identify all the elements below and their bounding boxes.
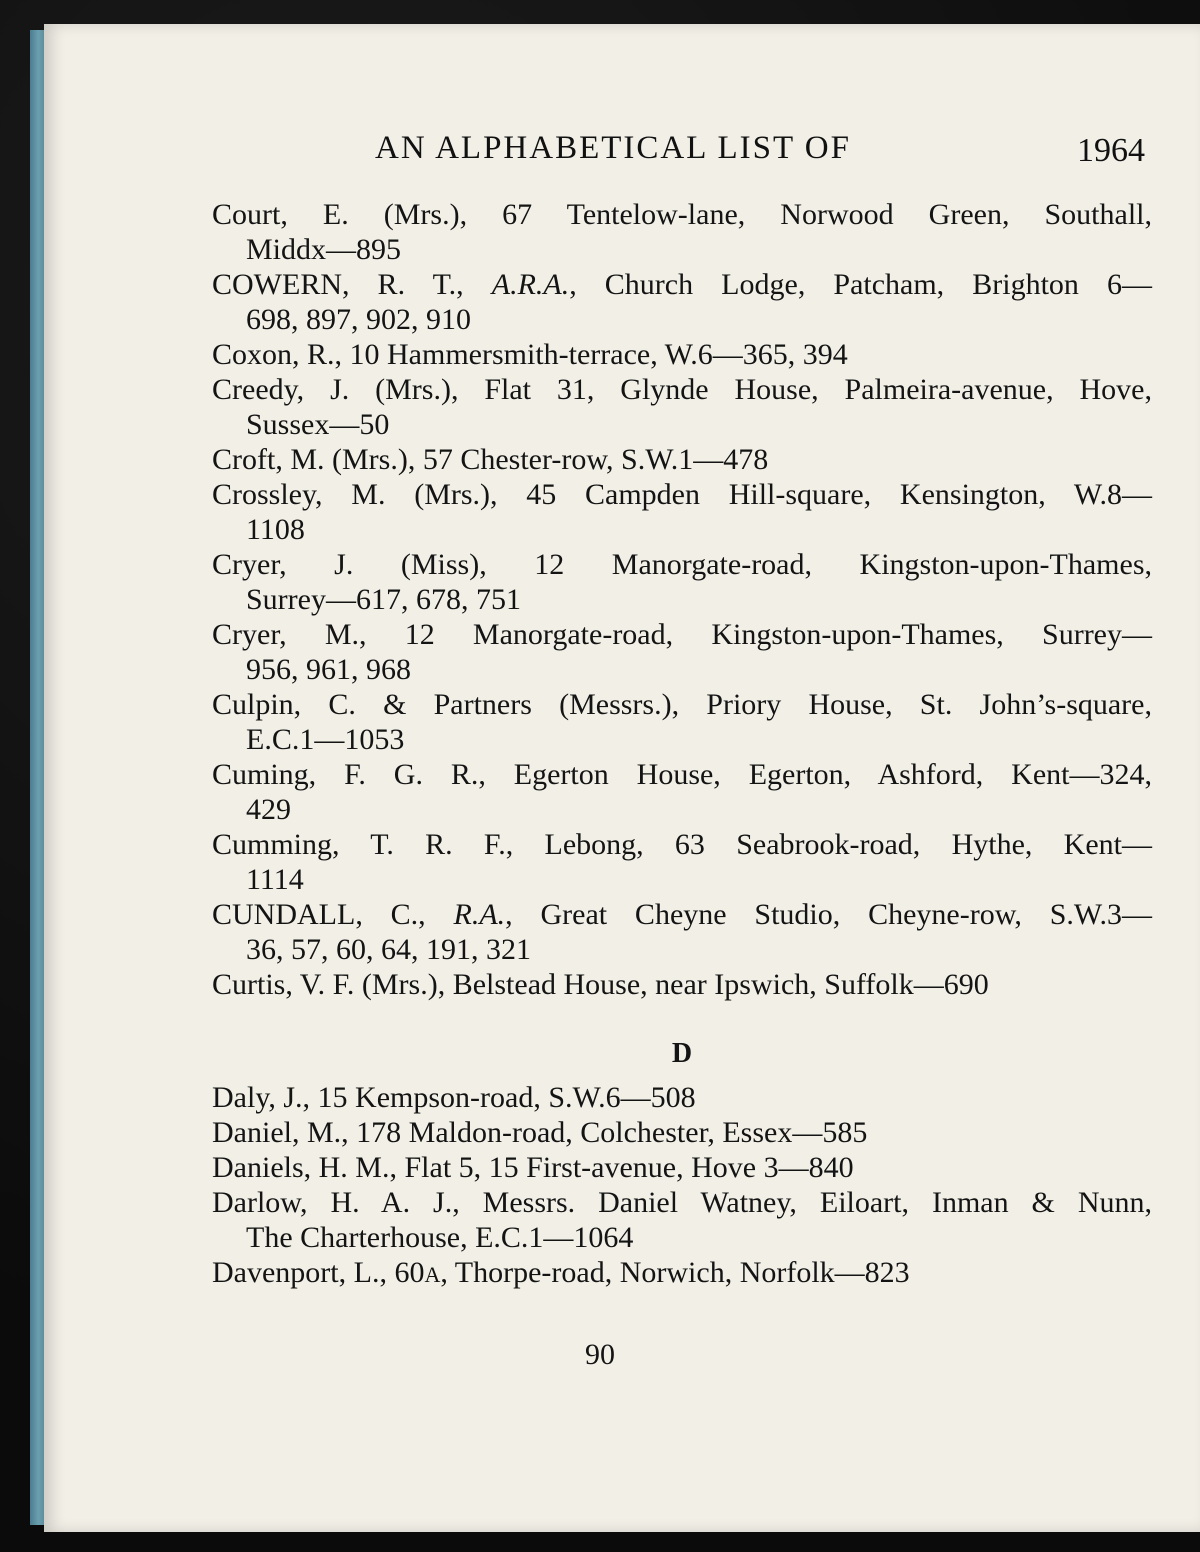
entry-line2: The Charterhouse, E.C.1—1064	[246, 1221, 634, 1254]
entry-line1: Coxon, R., 10 Hammersmith-terrace, W.6—365, 394	[212, 338, 848, 371]
list-item	[212, 757, 1152, 827]
entry-line2: E.C.1—1053	[246, 723, 405, 756]
list-item	[212, 442, 1152, 477]
list-item	[212, 1080, 1152, 1115]
entry-line1: Court, E. (Mrs.), 67 Tentelow-lane, Norwood Green, Southall,	[212, 198, 1152, 231]
list-item	[212, 687, 1152, 757]
entry-line1: Creedy, J. (Mrs.), Flat 31, Glynde House, Palmeira-avenue, Hove,	[212, 373, 1152, 406]
entry-line2: 956, 961, 968	[246, 653, 411, 686]
page-number: 90	[585, 1338, 615, 1371]
entry-list	[212, 197, 1152, 1292]
entry-line2: 1108	[246, 513, 305, 546]
list-item	[212, 547, 1152, 617]
entry-address: , Church Lodge, Patcham, Brighton 6—	[569, 268, 1152, 301]
entry-address: , Thorpe-road, Norwich, Norfolk—823	[440, 1256, 910, 1289]
list-item	[212, 617, 1152, 687]
entry-line2: Surrey—617, 678, 751	[246, 583, 521, 616]
list-item	[212, 897, 1152, 967]
running-header	[330, 126, 1145, 172]
entry-line1: Crossley, M. (Mrs.), 45 Campden Hill-square, Kensington, W.8—	[212, 478, 1152, 511]
entry-line2: 36, 57, 60, 64, 191, 321	[246, 933, 531, 966]
list-item	[212, 1150, 1152, 1185]
entry-line2: 429	[246, 793, 291, 826]
list-item	[212, 477, 1152, 547]
list-item	[212, 197, 1152, 267]
list-item	[212, 1185, 1152, 1255]
entry-name: COWERN, R. T.,	[212, 268, 492, 301]
entry-line1: Cumming, T. R. F., Lebong, 63 Seabrook-road, Hythe, Kent—	[212, 828, 1152, 861]
entry-line1	[212, 1255, 1152, 1292]
book-spine-edge	[30, 30, 44, 1525]
entry-line1: Croft, M. (Mrs.), 57 Chester-row, S.W.1—478	[212, 443, 769, 476]
entry-line2: 1114	[246, 863, 304, 896]
section-letter: D	[671, 1038, 693, 1069]
list-item	[212, 967, 1152, 1002]
entry-line1: Darlow, H. A. J., Messrs. Daniel Watney, Eiloart, Inman & Nunn,	[212, 1186, 1152, 1219]
entry-smallcap: A	[424, 1262, 441, 1287]
list-item	[212, 827, 1152, 897]
entry-line1: Daniels, H. M., Flat 5, 15 First-avenue, Hove 3—840	[212, 1151, 854, 1184]
entry-line1	[212, 897, 1152, 932]
entry-line2: Middx—895	[246, 233, 402, 266]
entry-name: CUNDALL, C.,	[212, 898, 454, 931]
entry-line1: Cuming, F. G. R., Egerton House, Egerton, Ashford, Kent—324,	[212, 758, 1152, 791]
list-item	[212, 337, 1152, 372]
entry-line1	[212, 267, 1152, 302]
entry-line1: Cryer, J. (Miss), 12 Manorgate-road, Kingston-upon-Thames,	[212, 548, 1152, 581]
header-title: AN ALPHABETICAL LIST OF	[375, 130, 851, 166]
entry-line1: Curtis, V. F. (Mrs.), Belstead House, near Ipswich, Suffolk—690	[212, 968, 989, 1001]
list-item	[212, 1255, 1152, 1292]
entry-line1: Culpin, C. & Partners (Messrs.), Priory House, St. John’s-square,	[212, 688, 1152, 721]
list-item	[212, 372, 1152, 442]
list-item	[212, 1115, 1152, 1150]
entry-honours: A.R.A.	[491, 268, 570, 301]
entry-line2: Sussex—50	[246, 408, 390, 441]
entry-name: Davenport, L., 60	[212, 1256, 425, 1289]
list-item	[212, 267, 1152, 337]
header-year: 1964	[1077, 132, 1145, 169]
entry-line1: Daniel, M., 178 Maldon-road, Colchester, Essex—585	[212, 1116, 868, 1149]
entry-line2: 698, 897, 902, 910	[246, 303, 471, 336]
entry-line1: Cryer, M., 12 Manorgate-road, Kingston-upon-Thames, Surrey—	[212, 618, 1152, 651]
entry-honours: R.A.	[453, 898, 506, 931]
entry-line1: Daly, J., 15 Kempson-road, S.W.6—508	[212, 1081, 696, 1114]
entry-address: , Great Cheyne Studio, Cheyne-row, S.W.3—	[505, 898, 1152, 931]
